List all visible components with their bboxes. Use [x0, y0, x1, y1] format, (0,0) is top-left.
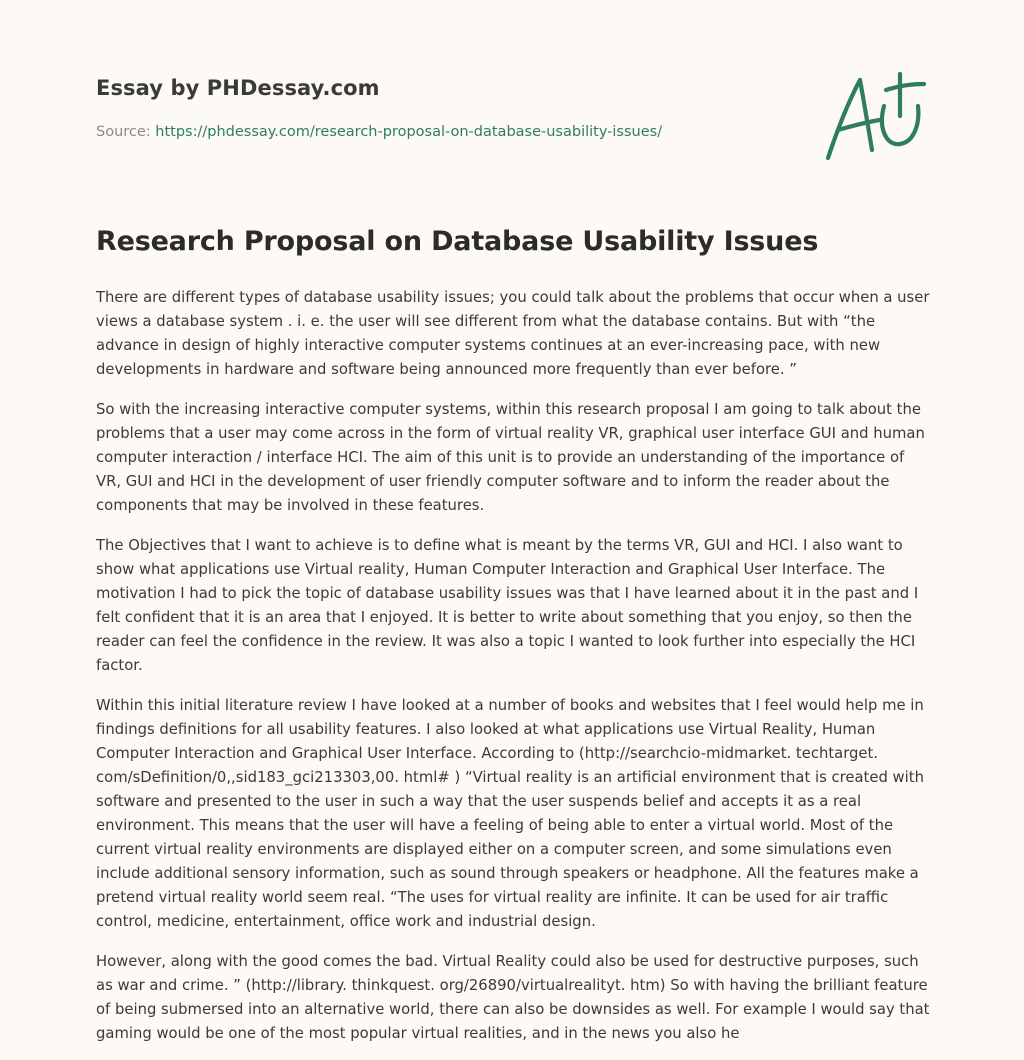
article-paragraph: The Objectives that I want to achieve is to define what is meant by the terms VR, GUI and HCI. I also want to show what applications use Virtual reality, Human Computer Interaction and Graphical User Interface. The motivation I had to pick the topic of database usability issues was that I have learned about it in the past and I felt confident that it is an area that I enjoyed. It is better to write about something that you enjoy, so then the reader can feel the confidence in the review. It was also a topic I wanted to look further into especially the HCI factor.	[96, 537, 919, 674]
article-paragraph: So with the increasing interactive computer systems, within this research proposal I am going to talk about the problems that a user may come across in the form of virtual reality VR, graphical user interface GUI and human computer interaction / interface HCI. The aim of this unit is to provide an understanding of the importance of VR, GUI and HCI in the development of user friendly computer software and to inform the reader about the components that may be involved in these features.	[96, 401, 925, 514]
source-link[interactable]: https://phdessay.com/research-proposal-on-database-usability-issues/	[155, 124, 663, 140]
article-title: Research Proposal on Database Usability Issues	[96, 226, 819, 257]
site-brand: Essay by PHDessay.com	[96, 76, 380, 100]
article-body	[96, 286, 932, 1060]
a-plus-grade-icon	[818, 66, 930, 166]
article-paragraph: However, along with the good comes the bad. Virtual Reality could also be used for destructive purposes, such as war and crime. ” (http://library. thinkquest. org/26890/virtualrealityt. htm) So with having the brilliant feature of being submersed into an alternative world, there can also be downsides as well. For example I would say that gaming would be one of the most popular virtual realities, and in the news you also he	[96, 953, 930, 1042]
article-paragraph: Within this initial literature review I have looked at a number of books and websites that I feel would help me in findings definitions for all usability features. I also looked at what applications use Virtual Reality, Human Computer Interaction and Graphical User Interface. According to (http://searchcio-midmarket. techtarget. com/sDefinition/0,,sid183_gci213303,00. html# ) “Virtual reality is an artificial environment that is created with software and presented to the user in such a way that the user suspends belief and accepts it as a real environment. This means that the user will have a feeling of being able to enter a virtual world. Most of the current virtual reality environments are displayed either on a computer screen, and some simulations even include additional sensory information, such as sound through speakers or headphone. All the features make a pretend virtual reality world seem real. “The uses for virtual reality are infinite. It can be used for air traffic control, medicine, entertainment, office work and industrial design.	[96, 697, 924, 930]
source-line	[96, 124, 662, 140]
article-paragraph: There are different types of database usability issues; you could talk about the problems that occur when a user views a database system . i. e. the user will see different from what the database contains. But with “the advance in design of highly interactive computer systems continues at an ever-increasing pace, with new developments in hardware and software being announced more frequently than ever before. ”	[96, 289, 930, 378]
source-label: Source:	[96, 124, 156, 140]
